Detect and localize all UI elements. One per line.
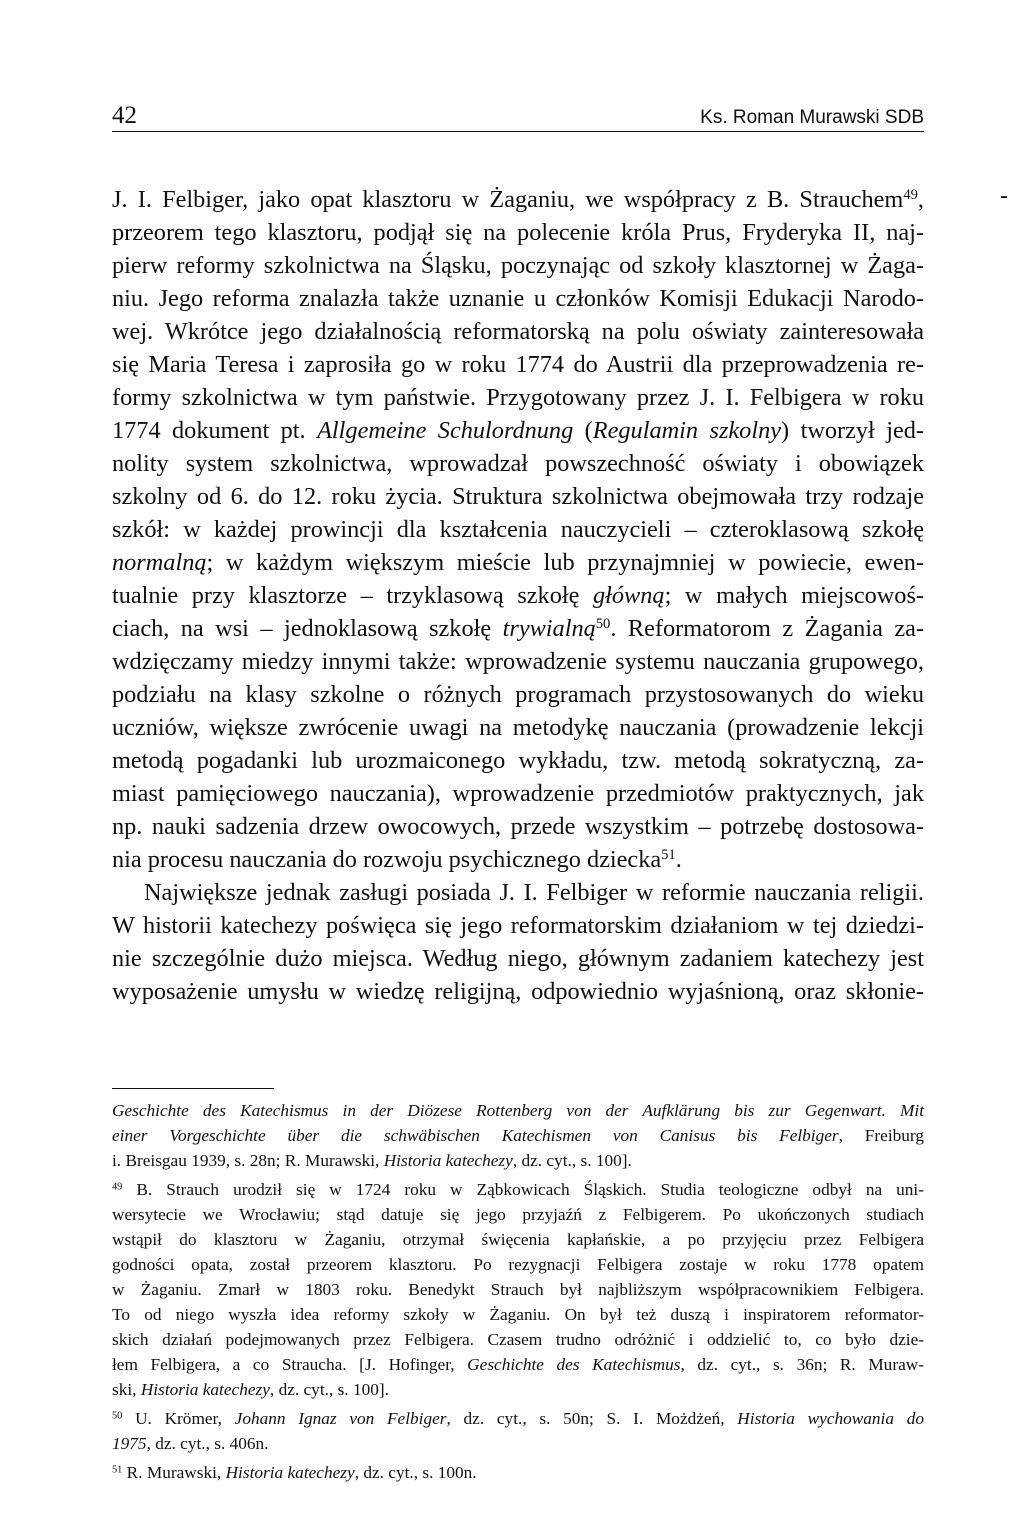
text-line [112, 249, 924, 282]
text-segment: . Reformatorom z Żagania za- [610, 615, 924, 642]
italic-text: Johann Ignaz von Felbiger [234, 1409, 447, 1428]
footnote-separator [112, 1088, 274, 1089]
footnote-51 [112, 1460, 924, 1485]
text-segment: miast pamięciowego nauczania), wprowadzenie przedmiotów praktycznych, jak [112, 780, 924, 807]
text-segment: podziału na klasy szkolne o różnych programach przystosowanych do wieku [112, 681, 924, 708]
text-line [112, 315, 924, 348]
text-segment: W historii katechezy poświęca się jego reformatorskim działaniom w tej dziedzi- [112, 912, 924, 939]
text-line [112, 876, 924, 909]
running-head: Ks. Roman Murawski SDB [700, 107, 924, 128]
text-line: ski, Historia katechezy, dz. cyt., s. 100]. [112, 1380, 389, 1399]
text-segment: nie szczególnie dużo miejsca. Według niego, głównym zadaniem katechezy jest [112, 945, 924, 972]
text-line [112, 447, 924, 480]
text-line [112, 744, 924, 777]
text-line [112, 612, 924, 645]
text-segment: np. nauki sadzenia drzew owocowych, przede wszystkim – potrzebę dostosowa- [112, 813, 924, 840]
text-line [112, 216, 924, 249]
text-segment: formy szkolnictwa w tym państwie. Przygotowany przez J. I. Felbigera w roku [112, 384, 924, 411]
text-line [112, 942, 924, 975]
text-line [112, 414, 924, 447]
italic-text: 1975 [112, 1434, 147, 1453]
text-line: J. I. Felbiger, jako opat klasztoru w Żaganiu, we współpracy z B. Strauchem$^{49}$, [112, 186, 924, 213]
text-segment: tualnie przy klasztorze – trzyklasową szkołę [112, 582, 593, 609]
text-segment: pierw reformy szkolnictwa na Śląsku, poczynając od szkoły klasztornej w Żaga- [112, 252, 924, 279]
footnote-49 [112, 1177, 924, 1402]
text-segment: 1774 dokument pt. [112, 417, 318, 444]
text-line [112, 579, 924, 612]
footnote-50 [112, 1406, 924, 1456]
text-line [112, 480, 924, 513]
text-line: 1975, dz. cyt., s. 406n. [112, 1434, 269, 1453]
text-segment: wyposażenie umysłu w wiedzę religijną, odpowiednio wyjaśnioną, oraz skłonie- [112, 978, 924, 1005]
text-line [112, 348, 924, 381]
text-line: łem Felbigera, a co Straucha. [J. Hofinger, Geschichte des Katechismus, dz. cyt., s. 36n; R. Muraw- [112, 1355, 924, 1374]
text-segment: metodą pogadanki lub urozmaiconego wykładu, tzw. metodą sokratyczną, za- [112, 747, 924, 774]
text-segment: ; w małych miejscowoś- [664, 582, 924, 609]
footnote-48-continued [112, 1098, 924, 1173]
italic-text: Historia wychowania do [737, 1409, 924, 1428]
text-line [112, 645, 924, 678]
footnote-number: 51 [112, 1464, 123, 1476]
text-line: $^{50}$ U. Krömer, Johann Ignaz von Felbiger, dz. cyt., s. 50n; S. I. Możdżeń, Historia wychowania do [112, 1409, 924, 1428]
text-line [112, 546, 924, 579]
text-line: $^{49}$ B. Strauch urodził się w 1724 roku w Ząbkowicach Śląskich. Studia teologiczne odbył na uni- [112, 1180, 924, 1199]
italic-text: einer Vorgeschichte über die schwäbischen Katechismen von Canisus bis Felbiger [112, 1126, 839, 1145]
paragraph-2 [112, 876, 924, 1008]
text-segment: nolity system szkolnictwa, wprowadzał powszechność oświaty i obowiązek [112, 450, 924, 477]
text-line: $^{51}$ R. Murawski, Historia katechezy, dz. cyt., s. 100n. [112, 1463, 477, 1482]
text-line: godności opata, został przeorem klasztoru. Po rezygnacji Felbigera zostaje w roku 1778 opatem [112, 1255, 924, 1274]
page [112, 98, 925, 1005]
footnote-ref: 51 [661, 846, 676, 863]
text-line [112, 1098, 924, 1123]
text-segment: ( [573, 417, 593, 444]
text-line: w Żaganiu. Zmarł w 1803 roku. Benedykt Strauch był najbliższym współpracownikiem Felbigera. [112, 1280, 924, 1299]
text-segment: Największe jednak zasługi posiada J. I. Felbiger w reformie nauczania religii. [144, 879, 924, 906]
text-line: skich działań podejmowanych przez Felbigera. Czasem trudno odróżnić i oddzielić to, co było dzie- [112, 1330, 924, 1349]
footnote-ref: 50 [595, 615, 611, 632]
italic-text: normalną [112, 549, 207, 576]
text-segment: nia procesu nauczania do rozwoju psychicznego dziecka [112, 846, 662, 873]
text-line: i. Breisgau 1939, s. 28n; R. Murawski, Historia katechezy, dz. cyt., s. 100]. [112, 1151, 632, 1170]
margin-mark: - [1000, 183, 1008, 209]
footnote-number: 50 [112, 1410, 123, 1422]
text-line [112, 678, 924, 711]
text-segment: niu. Jego reforma znalazła także uznanie u członków Komisji Edukacji Narodo- [112, 285, 924, 312]
text-segment: uczniów, większe zwrócenie uwagi na metodykę nauczania (prowadzenie lekcji [112, 714, 924, 741]
paragraph-1 [112, 183, 924, 876]
text-line [112, 843, 924, 876]
italic-text: Historia katechezy [383, 1151, 513, 1170]
text-line [112, 909, 924, 942]
italic-text: Geschichte des Katechismus [467, 1355, 681, 1374]
text-line: To od niego wyszła idea reformy szkoły w Żaganiu. On był też duszą i inspiratorem reformator- [112, 1305, 924, 1324]
text-segment: wej. Wkrótce jego działalnością reformatorską na polu oświaty zainteresowała [112, 318, 924, 345]
page-number: 42 [112, 102, 137, 129]
italic-text: główną [593, 582, 665, 609]
text-line [112, 381, 924, 414]
text-segment: się Maria Teresa i zaprosiła go w roku 1774 do Austrii dla przeprowadzenia re- [112, 351, 924, 378]
text-line [112, 777, 924, 810]
italic-text: Regulamin szkolny [592, 417, 782, 444]
text-line: wersytecie we Wrocławiu; stąd datuje się jego przyjaźń z Felbigerem. Po ukończonych studiach [112, 1205, 924, 1224]
footnotes [112, 1098, 924, 1489]
text-segment: J. I. Felbiger, jako opat klasztoru w Żaganiu, we współpracy z B. Strauchem [112, 186, 904, 213]
text-line: wstąpił do klasztoru w Żaganiu, otrzymał święcenia kapłańskie, a po przyjęciu przez Felbigera [112, 1230, 924, 1249]
text-segment: szkół: w każdej prowincji dla kształcenia nauczycieli – czteroklasową szkołę [112, 516, 924, 543]
text-line [112, 810, 924, 843]
page-header [112, 98, 924, 132]
footnote-number: 49 [112, 1181, 123, 1193]
text-segment: ciach, na wsi – jednoklasową szkołę [112, 615, 503, 642]
italic-text: Allgemeine Schulordnung [317, 417, 574, 444]
text-segment: ) tworzył jed- [781, 417, 925, 444]
italic-text: trywialną [502, 615, 596, 642]
footnote-ref: 49 [903, 186, 918, 203]
text-segment: . [675, 846, 682, 873]
text-line [112, 282, 924, 315]
text-line: einer Vorgeschichte über die schwäbischen Katechismen von Canisus bis Felbiger, Freiburg [112, 1126, 925, 1145]
italic-text: Geschichte des Katechismus in der Diözese Rottenberg von der Aufklärung bis zur Gegenwart. Mit [112, 1101, 924, 1120]
text-segment: przeorem tego klasztoru, podjął się na polecenie króla Prus, Fryderyka II, naj- [112, 219, 924, 246]
text-line [112, 975, 924, 1008]
text-line [112, 513, 924, 546]
text-segment: ; w każdym większym mieście lub przynajmniej w powiecie, ewen- [206, 549, 924, 576]
italic-text: Historia katechezy [225, 1463, 355, 1482]
body-text [112, 183, 924, 1008]
text-line [112, 711, 924, 744]
text-segment: wdzięczamy miedzy innymi także: wprowadzenie systemu nauczania grupowego, [112, 648, 924, 675]
text-segment: szkolny od 6. do 12. roku życia. Struktura szkolnictwa obejmowała trzy rodzaje [112, 483, 924, 510]
italic-text: Historia katechezy [140, 1380, 270, 1399]
